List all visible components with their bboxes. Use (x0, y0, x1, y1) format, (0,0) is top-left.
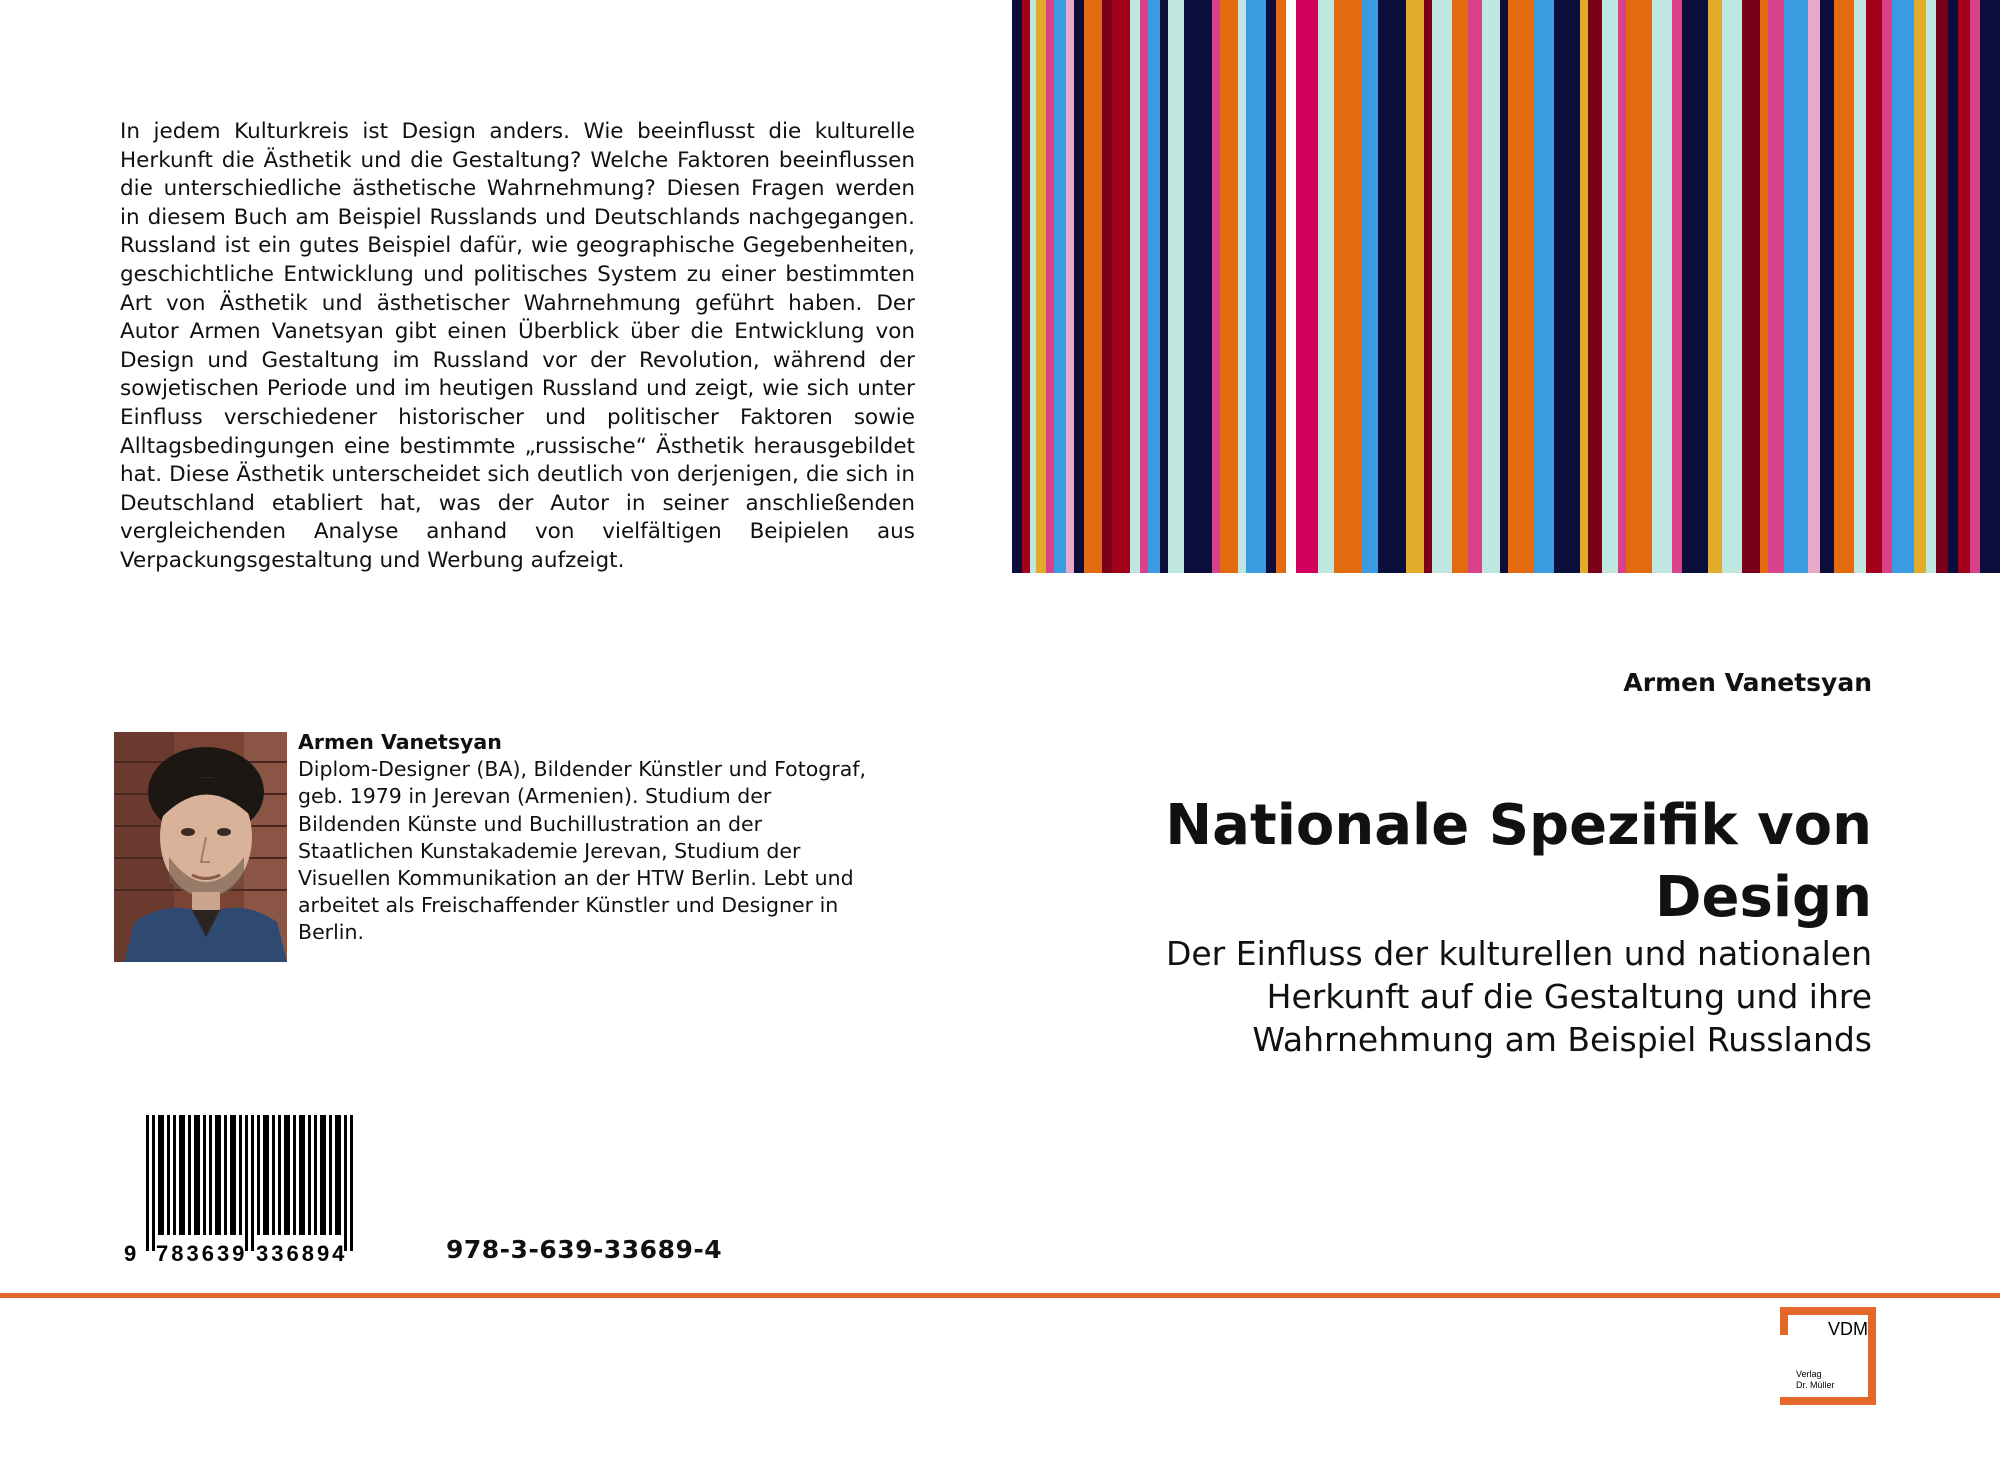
barcode-digits-left: 783639 (156, 1241, 248, 1265)
bio-text: Diplom-Designer (BA), Bildender Künstler und Fotograf, geb. 1979 in Jerevan (Armenien). Studium der Bildenden Künste und Buchillustration an der Staatlichen Kunstakademie Jerevan, Studium der Visuellen Kommunikation an der HTW Berlin. Lebt und arbeitet als Freischaffender Künstler und Designer in Berlin. (298, 757, 867, 945)
barcode-digits-right: 336894 (256, 1241, 348, 1265)
author-photo (114, 732, 287, 962)
bio-author-name: Armen Vanetsyan (298, 730, 502, 754)
logo-text: VDM (1828, 1319, 1868, 1339)
front-author-name: Armen Vanetsyan (1623, 668, 1872, 697)
decorative-stripes (1012, 0, 2000, 573)
isbn: 978-3-639-33689-4 (446, 1235, 723, 1264)
barcode (116, 1115, 420, 1265)
logo-subtext-2: Dr. Müller (1796, 1380, 1835, 1390)
publisher-logo (1780, 1307, 1876, 1405)
divider-rule (0, 1293, 2000, 1298)
book-title: Nationale Spezifik von Design (1165, 793, 1872, 930)
back-cover-blurb: In jedem Kulturkreis ist Design anders. Wie beeinflusst die kulturelle Herkunft die Ästhetik und die Gestaltung? Welche Faktoren beeinflussen die unterschiedliche ästhetische Wahrnehmung? Diesen Fragen werden in diesem Buch am Beispiel Russlands und Deutschlands nachgegangen. Russland ist ein gutes Beispiel dafür, wie geographische Gegebenheiten, geschichtliche Entwicklung und politisches System zu einer bestimmten Art von Ästhetik und ästhetischer Wahrnehmung geführt haben. Der Autor Armen Vanetsyan gibt einen Überblick über die Entwicklung von Design und Gestaltung im Russland vor der Revolution, während der sowjetischen Periode und im heutigen Russland und zeigt, wie sich unter Einfluss verschiedener historischer und politischer Faktoren sowie Alltagsbedingungen eine bestimmte „russische“ Ästhetik herausgebildet hat. Diese Ästhetik unterscheidet sich deutlich von derjenigen, die sich in Deutschland etabliert hat, was der Autor in seiner anschließenden vergleichenden Analyse anhand von vielfältigen Beipielen aus Verpackungsgestaltung und Werbung aufzeigt. (120, 119, 915, 573)
author-bio (298, 729, 878, 947)
book-subtitle: Der Einfluss der kulturellen und nationalen Herkunft auf die Gestaltung und ihre Wahrnehmung am Beispiel Russlands (1165, 934, 1872, 1059)
barcode-digit-prefix: 9 (124, 1241, 137, 1265)
logo-subtext-1: Verlag (1796, 1369, 1822, 1379)
